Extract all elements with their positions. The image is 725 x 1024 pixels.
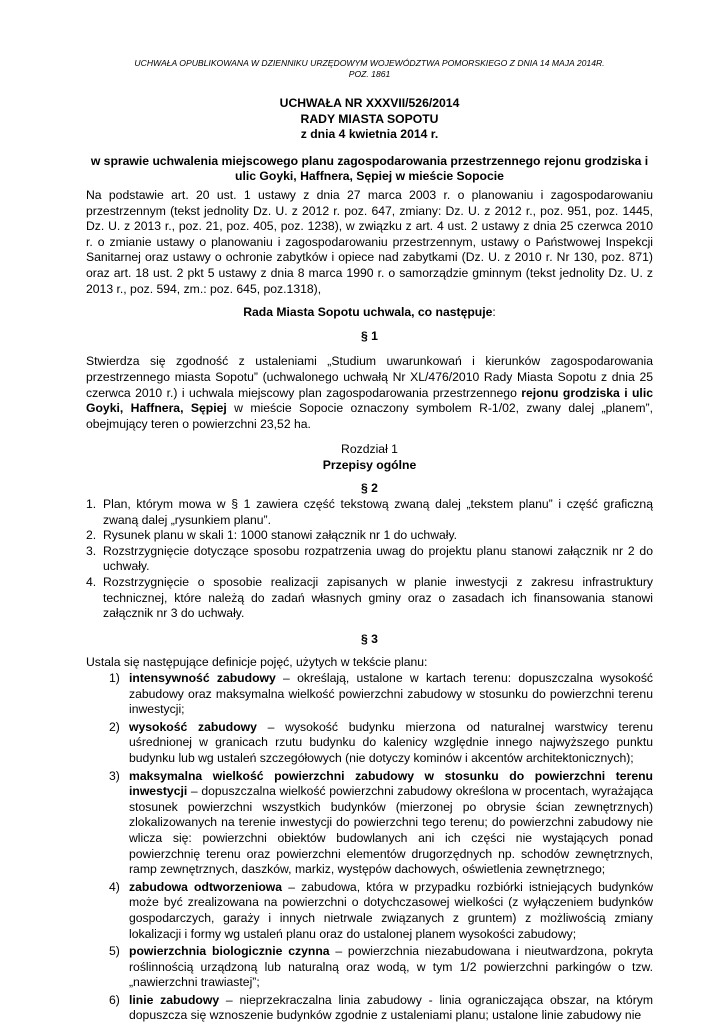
chapter-label: Rozdział 1 — [341, 442, 398, 457]
list-item — [86, 544, 653, 575]
list-item-number: 4. — [86, 575, 97, 590]
resolution-title — [86, 96, 653, 143]
definition-text: – wysokość budynku mierzona od naturalnej warstwicy terenu uśrednionej w granicach rzutu budynku do kalenicy względnie innego najwyższego punktu budynku lub wg ustaleń szczegółowych (nie dotyczy kominów i akcentów architektonicznych); — [129, 719, 653, 765]
definition-number: 2) — [109, 719, 120, 734]
resolution-council: RADY MIASTA SOPOTU — [300, 111, 439, 126]
publication-line: UCHWAŁA OPUBLIKOWANA W DZIENNIKU URZĘDOWYM WOJEWÓDZTWA POMORSKIEGO Z DNIA 14 MAJA 2014R. — [134, 58, 605, 68]
section-2-heading: § 2 — [361, 481, 378, 496]
section-1-text-b: w mieście Sopocie oznaczony symbolem R-1/02, zwany dalej „planem”, obejmujący teren o powierzchni 23,52 ha. — [86, 401, 653, 431]
section-3-intro: Ustala się następujące definicje pojęć, użytych w tekście planu: — [86, 655, 428, 670]
resolution-date: z dnia 4 kwietnia 2014 r. — [300, 127, 439, 142]
preamble: Na podstawie art. 20 ust. 1 ustawy z dnia 27 marca 2003 r. o planowaniu i zagospodarowaniu przestrzennym (tekst jednolity Dz. U. z 2012 r. poz. 647, zmiany: Dz. U. z 2012 r., poz. 951, poz. 1445, Dz. U. z 2013 r., poz. 21, poz. 405, poz. 1238), w związku z art. 4 ust. 2 ustawy z dnia 25 czerwca 2010 r. o zmianie ustawy o planowaniu i zagospodarowaniu przestrzennym, ustawy o Państwowej Inspekcji Sanitarnej oraz ustawy o ochronie zabytków i opiece nad zabytkami (Dz. U. z 2010 r. Nr 130, poz. 871) oraz art. 18 ust. 2 pkt 5 ustawy z dnia 8 marca 1990 r. o samorządzie gminnym (tekst jednolity Dz. U. z 2013 r., poz. 594, zm.: poz. 645, poz.1318), — [86, 187, 653, 296]
definition-text: – dopuszczalna wielkość powierzchni zabudowy określona w procentach, wyrażająca stosunek powierzchni wszystkich budynków (mierzonej po obrysie ścian zewnętrznych) zlokalizowanych na terenie inwestycji do powierzchni tego terenu; do powierzchni zabudowy nie wlicza się: powierzchni obiektów budowlanych ani ich części nie wystających ponad powierzchnię terenu oraz powierzchni elementów drugorzędnych np. schodów zewnętrznych, ramp zewnętrznych, daszków, markiz, występów dachowych, oświetlenia zewnętrznego; — [129, 784, 653, 877]
section-1-text — [86, 354, 653, 432]
section-1-heading: § 1 — [361, 328, 378, 343]
resolves-tail: : — [492, 305, 496, 320]
definitions-list — [86, 671, 653, 1024]
definition-number: 6) — [109, 992, 120, 1007]
section-1-text-bold: rejonu grodziska i ulic Goyki, Haffnera, Sępiej — [86, 385, 653, 416]
list-item — [86, 528, 653, 544]
definition-item — [109, 944, 653, 991]
definition-term: zabudowa odtworzeniowa — [129, 879, 283, 894]
list-item — [86, 497, 653, 528]
list-item-text: Rozstrzygnięcie dotyczące sposobu rozpatrzenia uwag do projektu planu stanowi załącznik nr 2 do uchwały. — [103, 543, 653, 574]
list-item-number: 2. — [86, 528, 97, 543]
publication-header — [86, 58, 653, 80]
definition-number: 5) — [109, 944, 120, 959]
resolution-number: UCHWAŁA NR XXXVII/526/2014 — [279, 96, 460, 110]
resolution-subject: w sprawie uchwalenia miejscowego planu zagospodarowania przestrzennego rejonu grodziska i ulic Goyki, Haffnera, Sępiej w mieście Sopocie — [90, 153, 649, 184]
section-3-heading: § 3 — [361, 631, 378, 646]
resolves-bold: Rada Miasta Sopotu uchwala, co następuje — [243, 305, 493, 320]
section-1-text-a: Stwierdza się zgodność z ustaleniami „Studium uwarunkowań i kierunków zagospodarowania przestrzennego miasta Sopotu” (uchwalonego uchwałą Nr XL/476/2010 Rady Miasta Sopotu z dnia 25 czerwca 2010 r.) i uchwala miejscowy plan zagospodarowania przestrzennego — [86, 354, 653, 400]
list-item — [86, 575, 653, 622]
section-2-list — [86, 497, 653, 622]
definition-item — [109, 671, 653, 718]
definition-text: – nieprzekraczalna linia zabudowy - linia ograniczająca obszar, na którym dopuszcza się wznoszenie budynków zgodnie z ustaleniami planu; ustalone linie zabudowy nie — [129, 992, 653, 1023]
definition-term: maksymalna wielkość powierzchni zabudowy w stosunku do powierzchni terenu inwestycji — [129, 768, 653, 799]
list-item-number: 1. — [86, 497, 97, 512]
definition-term: linie zabudowy — [129, 992, 220, 1007]
definition-text: – określają, ustalone w kartach terenu: dopuszczalna wysokość zabudowy oraz maksymalna wielkość powierzchni zabudowy w stosunku do powierzchni terenu inwestycji; — [129, 671, 654, 717]
chapter-title: Przepisy ogólne — [322, 457, 417, 472]
definition-term: wysokość zabudowy — [129, 719, 257, 734]
list-item-text: Rysunek planu w skali 1: 1000 stanowi załącznik nr 1 do uchwały. — [103, 528, 458, 543]
definition-number: 3) — [109, 768, 120, 783]
publication-position: POZ. 1861 — [348, 69, 391, 79]
definition-term: intensywność zabudowy — [129, 671, 276, 685]
definition-number: 4) — [109, 879, 120, 894]
definition-term: powierzchnia biologicznie czynna — [129, 944, 330, 959]
definition-text: – zabudowa, która w przypadku rozbiórki istniejących budynków może być zrealizowana na powierzchni o dotychczasowej wielkości (z wyłączeniem budynków gospodarczych, garaży i innych nietrwale związanych z gruntem) z możliwością zmiany lokalizacji i formy wg ustaleń planu oraz do ustalonej planem wysokości zabudowy; — [129, 879, 653, 941]
definition-item — [109, 769, 653, 878]
definition-text: – powierzchnia niezabudowana i nieutwardzona, pokryta roślinnością urządzoną lub naturalną oraz wodą, w tym 1/2 powierzchni parkingów o tzw. „nawierzchni trawiastej”; — [129, 944, 653, 990]
list-item-number: 3. — [86, 543, 97, 558]
resolves-line — [86, 305, 653, 321]
definition-item — [109, 880, 653, 942]
definition-number: 1) — [109, 671, 120, 685]
definition-item — [109, 720, 653, 767]
list-item-text: Plan, którym mowa w § 1 zawiera część tekstową zwaną dalej „tekstem planu” i część graficzną zwaną dalej „rysunkiem planu”. — [103, 497, 653, 527]
definition-item — [109, 993, 653, 1024]
list-item-text: Rozstrzygnięcie o sposobie realizacji zapisanych w planie inwestycji z zakresu infrastruktury technicznej, które należą do zadań własnych gminy oraz o zasadach ich finansowania stanowi załącznik nr 3 do uchwały. — [103, 575, 653, 621]
